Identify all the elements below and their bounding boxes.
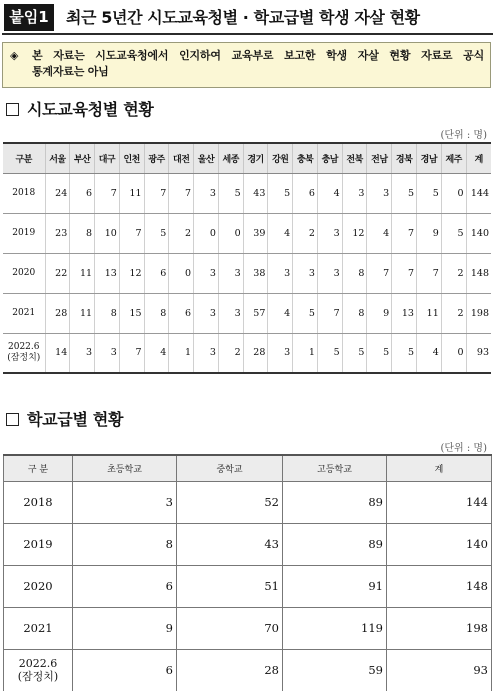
table-row — [3, 213, 491, 253]
table-cell: 7 — [416, 253, 441, 293]
row-label: 2018 — [3, 173, 45, 213]
diamond-bullet-icon: ◈ — [10, 49, 19, 62]
table-cell: 0 — [441, 333, 466, 373]
row-label: 2019 — [3, 213, 45, 253]
notice-text — [32, 48, 484, 80]
table-cell: 7 — [144, 173, 169, 213]
table-cell: 57 — [243, 293, 268, 333]
unit-label-region: (단위 : 명) — [440, 130, 487, 141]
region-column-header: 인천 — [119, 143, 144, 173]
table-cell: 13 — [95, 253, 120, 293]
row-label: 2018 — [4, 481, 73, 523]
region-column-header: 전남 — [367, 143, 392, 173]
table-row — [4, 523, 492, 565]
table-cell: 3 — [317, 213, 342, 253]
school-column-header: 중학교 — [177, 455, 283, 481]
table-cell: 3 — [73, 481, 177, 523]
table-cell: 7 — [392, 253, 417, 293]
region-column-header: 경남 — [416, 143, 441, 173]
table-cell: 12 — [119, 253, 144, 293]
table-cell: 52 — [177, 481, 283, 523]
table-cell: 28 — [243, 333, 268, 373]
table-cell: 4 — [268, 293, 293, 333]
table-cell: 3 — [268, 253, 293, 293]
table-cell: 3 — [194, 253, 219, 293]
table-cell: 13 — [392, 293, 417, 333]
table-cell: 2 — [169, 213, 194, 253]
table-cell: 140 — [466, 213, 491, 253]
region-column-header: 서울 — [45, 143, 70, 173]
section-title-school-label: 학교급별 현황 — [27, 410, 124, 429]
table-cell: 5 — [392, 173, 417, 213]
document-header — [2, 2, 493, 35]
table-cell: 93 — [466, 333, 491, 373]
notice-line-1: 본 자료는 시도교육청에서 인지하여 교육부로 보고한 학생 자살 현황 자료로 공식 — [32, 49, 484, 62]
table-cell: 5 — [218, 173, 243, 213]
region-column-header: 광주 — [144, 143, 169, 173]
table-cell: 9 — [73, 607, 177, 649]
row-label: 2021 — [4, 607, 73, 649]
table-cell: 7 — [119, 333, 144, 373]
notice-line-2: 통계자료는 아님 — [32, 65, 109, 78]
table-cell: 23 — [45, 213, 70, 253]
table-cell: 4 — [367, 213, 392, 253]
table-row — [3, 333, 491, 373]
table-cell: 3 — [194, 293, 219, 333]
table-cell: 9 — [416, 213, 441, 253]
table-row — [4, 481, 492, 523]
region-column-header: 울산 — [194, 143, 219, 173]
table-cell: 4 — [144, 333, 169, 373]
table-cell: 7 — [119, 213, 144, 253]
region-column-header: 전북 — [342, 143, 367, 173]
table-row — [4, 649, 492, 691]
table-cell: 0 — [218, 213, 243, 253]
table-cell: 3 — [194, 333, 219, 373]
table-cell: 2 — [441, 293, 466, 333]
table-cell: 3 — [293, 253, 318, 293]
table-cell: 8 — [342, 293, 367, 333]
table-cell: 3 — [194, 173, 219, 213]
region-column-header: 강원 — [268, 143, 293, 173]
row-label: 2019 — [4, 523, 73, 565]
table-cell: 6 — [73, 565, 177, 607]
table-cell: 148 — [387, 565, 492, 607]
table-cell: 15 — [119, 293, 144, 333]
table-cell: 4 — [416, 333, 441, 373]
table-cell: 4 — [317, 173, 342, 213]
table-cell: 5 — [342, 333, 367, 373]
table-cell: 11 — [70, 293, 95, 333]
document-title: 최근 5년간 시도교육청별 · 학교급별 학생 자살 현황 — [66, 8, 420, 27]
table-cell: 51 — [177, 565, 283, 607]
school-table-header — [4, 455, 492, 481]
school-column-header: 계 — [387, 455, 492, 481]
table-cell: 10 — [95, 213, 120, 253]
row-label: 2021 — [3, 293, 45, 333]
table-cell: 3 — [95, 333, 120, 373]
table-cell: 89 — [283, 523, 387, 565]
section-title-region — [6, 99, 154, 121]
table-cell: 59 — [283, 649, 387, 691]
table-cell: 91 — [283, 565, 387, 607]
table-cell: 4 — [268, 213, 293, 253]
table-cell: 11 — [416, 293, 441, 333]
table-cell: 7 — [169, 173, 194, 213]
table-cell: 3 — [218, 253, 243, 293]
table-cell: 144 — [466, 173, 491, 213]
table-cell: 6 — [293, 173, 318, 213]
region-table — [3, 142, 491, 374]
table-cell: 3 — [367, 173, 392, 213]
school-column-header: 구 분 — [4, 455, 73, 481]
region-column-header: 충북 — [293, 143, 318, 173]
unit-label-school: (단위 : 명) — [440, 443, 487, 454]
section-title-region-label: 시도교육청별 현황 — [27, 100, 154, 119]
table-cell: 1 — [169, 333, 194, 373]
table-cell: 93 — [387, 649, 492, 691]
region-table-header — [3, 143, 491, 173]
table-cell: 119 — [283, 607, 387, 649]
table-cell: 7 — [392, 213, 417, 253]
row-label: 2020 — [4, 565, 73, 607]
table-row — [3, 293, 491, 333]
attachment-badge: 붙임1 — [4, 4, 54, 31]
table-cell: 7 — [367, 253, 392, 293]
table-cell: 89 — [283, 481, 387, 523]
table-cell: 43 — [243, 173, 268, 213]
region-column-header: 대전 — [169, 143, 194, 173]
region-column-header: 세종 — [218, 143, 243, 173]
table-cell: 0 — [169, 253, 194, 293]
table-row — [4, 607, 492, 649]
table-cell: 6 — [70, 173, 95, 213]
table-cell: 2 — [441, 253, 466, 293]
table-cell: 7 — [317, 293, 342, 333]
school-column-header: 초등학교 — [73, 455, 177, 481]
table-cell: 28 — [177, 649, 283, 691]
table-cell: 3 — [317, 253, 342, 293]
table-cell: 5 — [144, 213, 169, 253]
table-cell: 8 — [73, 523, 177, 565]
region-column-header: 경북 — [392, 143, 417, 173]
table-row — [3, 173, 491, 213]
table-cell: 9 — [367, 293, 392, 333]
notice-box — [2, 42, 491, 88]
table-cell: 198 — [387, 607, 492, 649]
region-column-header: 부산 — [70, 143, 95, 173]
table-cell: 8 — [342, 253, 367, 293]
table-cell: 28 — [45, 293, 70, 333]
table-cell: 22 — [45, 253, 70, 293]
table-cell: 70 — [177, 607, 283, 649]
table-cell: 12 — [342, 213, 367, 253]
table-cell: 43 — [177, 523, 283, 565]
table-cell: 2 — [218, 333, 243, 373]
school-level-table — [3, 454, 492, 691]
table-cell: 144 — [387, 481, 492, 523]
table-cell: 14 — [45, 333, 70, 373]
table-cell: 5 — [392, 333, 417, 373]
table-cell: 8 — [95, 293, 120, 333]
table-cell: 0 — [194, 213, 219, 253]
row-label: 2022.6 (잠정치) — [7, 341, 41, 363]
table-cell: 5 — [367, 333, 392, 373]
table-cell: 148 — [466, 253, 491, 293]
row-label: 2022.6 (잠정치) — [4, 649, 73, 691]
region-column-header: 계 — [466, 143, 491, 173]
table-cell: 6 — [169, 293, 194, 333]
region-column-header: 구분 — [3, 143, 45, 173]
table-cell: 3 — [342, 173, 367, 213]
table-cell: 3 — [218, 293, 243, 333]
table-cell: 3 — [268, 333, 293, 373]
table-cell: 11 — [119, 173, 144, 213]
square-bullet-icon — [6, 103, 19, 116]
table-cell: 8 — [144, 293, 169, 333]
table-cell: 0 — [441, 173, 466, 213]
school-column-header: 고등학교 — [283, 455, 387, 481]
table-cell: 1 — [293, 333, 318, 373]
section-title-school — [6, 409, 123, 431]
table-cell: 39 — [243, 213, 268, 253]
table-cell: 5 — [293, 293, 318, 333]
table-cell: 38 — [243, 253, 268, 293]
table-cell: 3 — [70, 333, 95, 373]
table-cell: 7 — [95, 173, 120, 213]
row-label: 2020 — [3, 253, 45, 293]
table-row — [4, 565, 492, 607]
table-cell: 198 — [466, 293, 491, 333]
table-cell: 5 — [268, 173, 293, 213]
table-cell: 11 — [70, 253, 95, 293]
square-bullet-icon — [6, 413, 19, 426]
table-cell: 140 — [387, 523, 492, 565]
table-cell: 2 — [293, 213, 318, 253]
region-column-header: 대구 — [95, 143, 120, 173]
region-column-header: 제주 — [441, 143, 466, 173]
table-cell: 6 — [73, 649, 177, 691]
table-cell: 5 — [317, 333, 342, 373]
table-cell: 24 — [45, 173, 70, 213]
region-column-header: 충남 — [317, 143, 342, 173]
table-row — [3, 253, 491, 293]
table-cell: 6 — [144, 253, 169, 293]
table-cell: 8 — [70, 213, 95, 253]
table-cell: 5 — [416, 173, 441, 213]
region-column-header: 경기 — [243, 143, 268, 173]
table-cell: 5 — [441, 213, 466, 253]
